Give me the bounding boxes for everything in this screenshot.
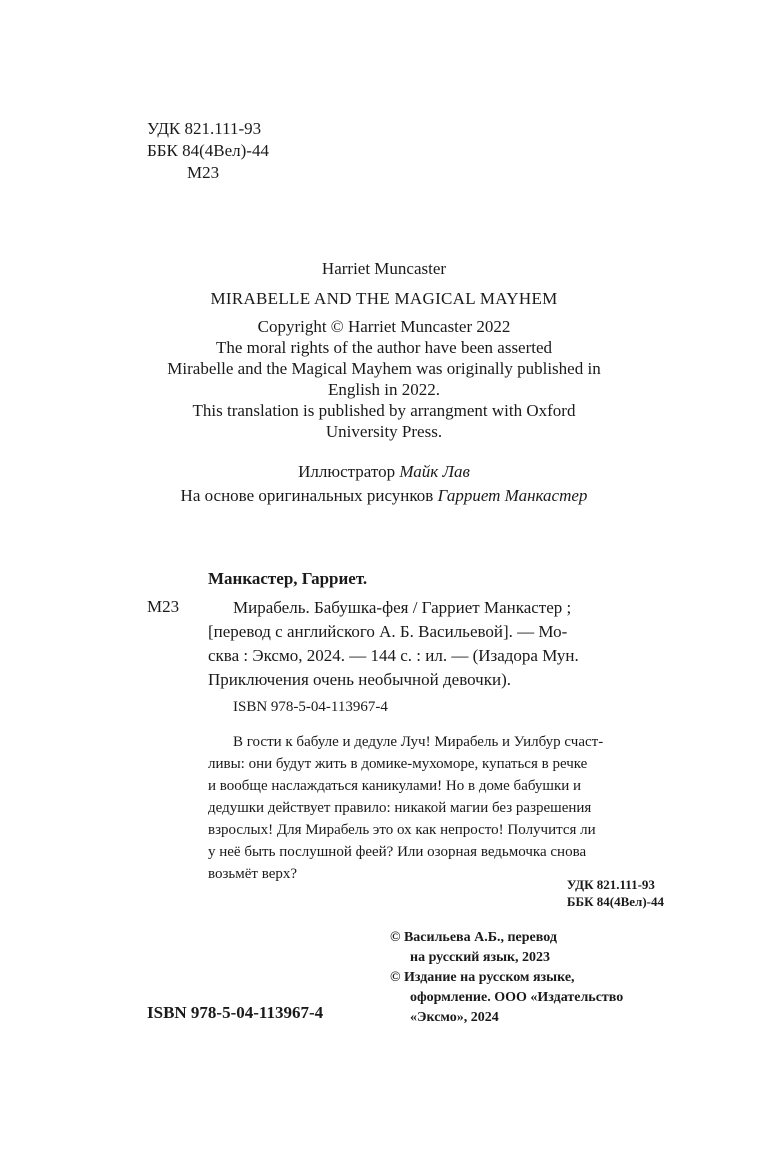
udk-code-bottom: УДК 821.111-93 — [566, 877, 655, 892]
edition-rights: оформление. ООО «Издательство — [410, 990, 624, 1005]
bbk-code-bottom: ББК 84(4Вел)-44 — [566, 894, 664, 909]
catalog-description-line: сква : Эксмо, 2024. — 144 с. : ил. — (Изадора Мун. — [208, 646, 579, 665]
catalog-description-line: Приключения очень необычной девочки). — [208, 670, 511, 689]
rights-block — [390, 928, 623, 1028]
annotation-line: взрослых! Для Мирабель это ох как непросто! Получится ли — [208, 822, 596, 838]
illustrator-label: Иллюстратор — [298, 462, 396, 481]
translation-rights: © Васильева А.Б., перевод — [390, 930, 557, 945]
based-on-credit — [0, 484, 768, 508]
author-english: Harriet Muncaster — [321, 259, 447, 278]
copyright-block — [0, 316, 768, 442]
copyright-line: Mirabelle and the Magical Mayhem was originally published in — [167, 359, 601, 378]
annotation-line: ливы: они будут жить в домике-мухоморе, купаться в речке — [208, 756, 588, 772]
catalog-description-line: [перевод с английского А. Б. Васильевой]. — Мо- — [208, 622, 568, 641]
annotation — [208, 731, 663, 885]
copyright-line: University Press. — [325, 422, 443, 441]
illustrator-credit — [0, 460, 768, 484]
catalog-isbn: ISBN 978-5-04-113967-4 — [233, 699, 388, 715]
edition-rights: «Эксмо», 2024 — [410, 1010, 499, 1025]
copyright-line: This translation is published by arrangment with Oxford — [192, 401, 576, 420]
author-mark: М23 — [187, 163, 220, 182]
copyright-line: English in 2022. — [328, 380, 440, 399]
title-english: MIRABELLE AND THE MAGICAL MAYHEM — [210, 289, 558, 308]
classification-bottom — [567, 876, 664, 910]
catalog-description — [208, 596, 663, 692]
annotation-line: и вообще наслаждаться каникулами! Но в доме бабушки и — [208, 778, 582, 794]
catalog-code: М23 — [147, 597, 180, 616]
annotation-line: возьмёт верх? — [208, 866, 298, 882]
copyright-line: The moral rights of the author have been asserted — [215, 338, 553, 357]
based-on-label: На основе оригинальных рисунков — [180, 486, 434, 505]
annotation-line: дедушки действует правило: никакой магии без разрешения — [208, 800, 592, 816]
credits-block — [0, 460, 768, 508]
based-on-name: Гарриет Манкастер — [437, 486, 588, 505]
translation-rights: на русский язык, 2023 — [410, 950, 551, 965]
bbk-code: ББК 84(4Вел)-44 — [147, 141, 269, 160]
catalog-heading: Манкастер, Гарриет. — [208, 569, 368, 588]
classification-top — [147, 118, 269, 184]
annotation-line: В гости к бабуле и дедуле Луч! Мирабель и Уилбур счаст- — [233, 734, 604, 750]
annotation-line: у неё быть послушной феей? Или озорная ведьмочка снова — [208, 844, 587, 860]
edition-rights: © Издание на русском языке, — [390, 970, 575, 985]
catalog-description-line: Мирабель. Бабушка-фея / Гарриет Манкастер ; — [233, 598, 572, 617]
udk-code: УДК 821.111-93 — [147, 119, 262, 138]
isbn-bottom: ISBN 978-5-04-113967-4 — [147, 1003, 324, 1022]
illustrator-name: Майк Лав — [399, 462, 470, 481]
copyright-line: Copyright © Harriet Muncaster 2022 — [257, 317, 511, 336]
